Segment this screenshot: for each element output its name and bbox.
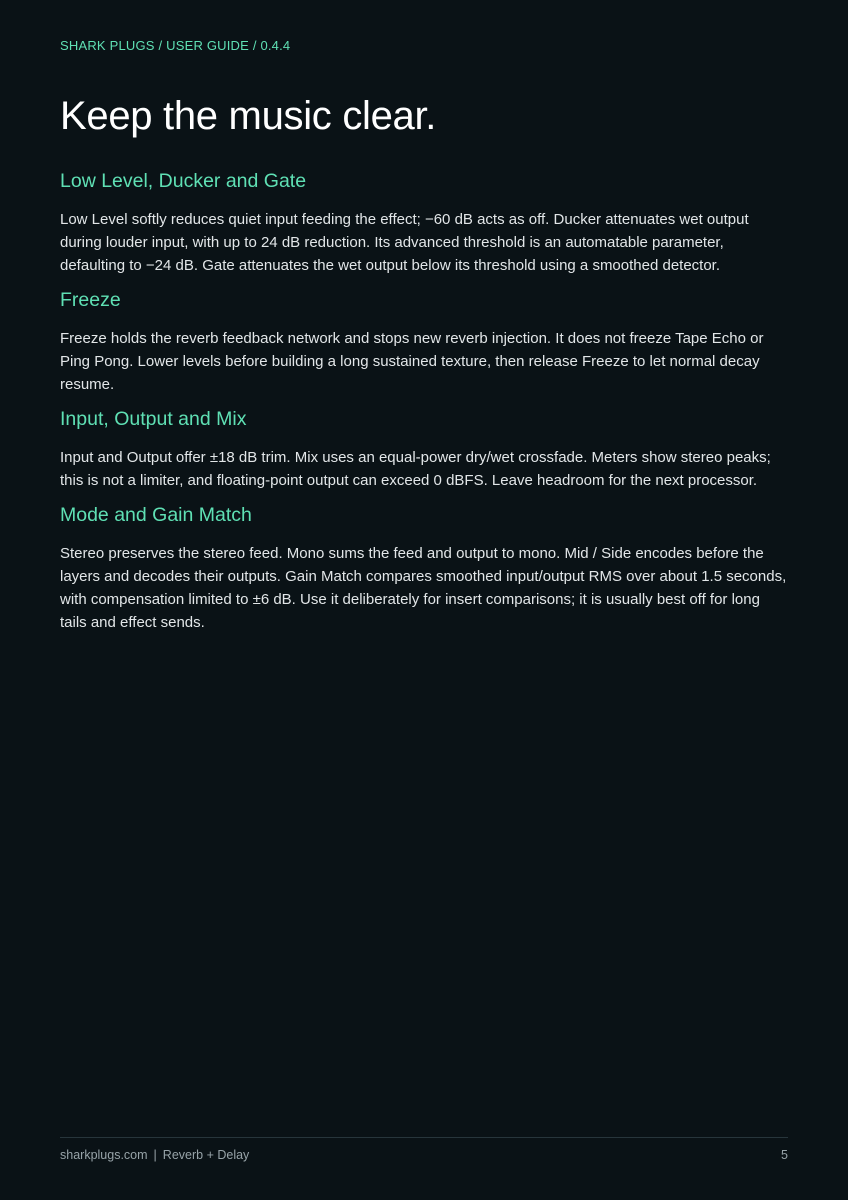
section-heading: Low Level, Ducker and Gate [60,170,307,192]
page-title: Keep the music clear. [60,94,437,138]
section-body: Low Level softly reduces quiet input feeding the effect; −60 dB acts as off. Ducker attenuates wet output during louder input, with up to 24 dB reduction. Its advanced threshold is an automatable parameter, defaulting to −24 dB. Gate attenuates the wet output below its threshold using a smoothed detector. [60,211,749,274]
section-heading: Freeze [60,289,121,311]
section-freeze [60,287,788,396]
content-sections [60,168,788,644]
document-page [60,0,788,1200]
section-body: Freeze holds the reverb feedback network and stops new reverb injection. It does not freeze Tape Echo or Ping Pong. Lower levels before building a long sustained texture, then release Freeze to let normal decay resume. [60,330,764,393]
footer-info [60,1148,249,1162]
footer-product-name: Reverb + Delay [162,1148,250,1162]
breadcrumb: SHARK PLUGS / USER GUIDE / 0.4.4 [60,38,291,53]
footer-divider [60,1137,788,1138]
section-input-output-mix [60,406,788,492]
section-heading: Input, Output and Mix [60,408,247,430]
page-number: 5 [781,1148,788,1162]
section-body: Stereo preserves the stereo feed. Mono sums the feed and output to mono. Mid / Side encodes before the layers and decodes their outputs. Gain Match compares smoothed input/output RMS over about 1.5 seconds, with compensation limited to ±6 dB. Use it deliberately for insert comparisons; it is usually best off for long tails and effect sends. [60,545,787,631]
section-heading: Mode and Gain Match [60,504,252,526]
section-body: Input and Output offer ±18 dB trim. Mix uses an equal-power dry/wet crossfade. Meters show stereo peaks; this is not a limiter, and floating-point output can exceed 0 dBFS. Leave headroom for the next processor. [60,449,771,489]
section-low-level-ducker-gate [60,168,788,277]
footer-separator: | [153,1148,157,1162]
section-mode-gain-match [60,502,788,634]
footer-site-link[interactable]: sharkplugs.com [60,1148,148,1162]
